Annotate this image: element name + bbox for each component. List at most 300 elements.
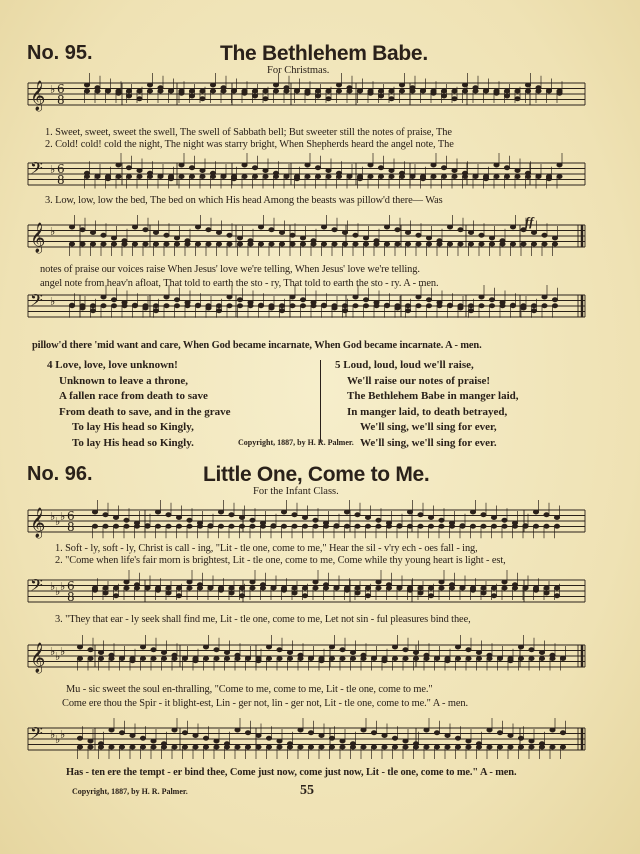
notehead [90, 231, 95, 235]
clef-icon: 𝄢 [30, 575, 43, 599]
notehead [200, 169, 205, 173]
notehead [512, 524, 517, 528]
notehead [494, 175, 499, 179]
flat-icon: ♭ [60, 580, 66, 593]
notehead [560, 731, 565, 735]
notehead [455, 657, 460, 661]
notehead [292, 513, 297, 517]
notehead [290, 242, 295, 246]
notehead [174, 298, 179, 302]
notehead [258, 304, 263, 308]
notehead [145, 586, 150, 590]
notehead [428, 594, 433, 598]
notehead [287, 651, 292, 655]
notehead [224, 745, 229, 749]
notehead [382, 657, 387, 661]
notehead [113, 524, 118, 528]
notehead [195, 225, 200, 229]
notehead [546, 175, 551, 179]
notehead [218, 524, 223, 528]
notehead [389, 89, 394, 93]
stanza-line: 4 Love, love, love unknown! [47, 359, 178, 371]
notehead [476, 745, 481, 749]
notehead [437, 304, 442, 308]
notehead [200, 175, 205, 179]
notehead [153, 309, 158, 313]
notehead [239, 594, 244, 598]
notehead [445, 657, 450, 661]
notehead [539, 657, 544, 661]
notehead [308, 731, 313, 735]
notehead [550, 657, 555, 661]
notehead [193, 734, 198, 738]
lyric-line: pillow'd there 'mid want and care, When God became incarnate, When God became incarnate. A - men. [32, 340, 482, 351]
notehead [502, 580, 507, 584]
clef-icon: 𝄢 [30, 290, 43, 314]
notehead [252, 166, 257, 170]
notehead [266, 645, 271, 649]
notehead [101, 233, 106, 237]
notehead [281, 586, 286, 590]
notehead [395, 304, 400, 308]
notehead [245, 731, 250, 735]
notehead [374, 242, 379, 246]
notehead [539, 745, 544, 749]
notehead [521, 304, 526, 308]
notehead [452, 175, 457, 179]
notehead [407, 524, 412, 528]
notehead [143, 242, 148, 246]
notehead [214, 648, 219, 652]
notehead [69, 304, 74, 308]
notehead [319, 657, 324, 661]
notehead [323, 586, 328, 590]
notehead [365, 524, 370, 528]
notehead [460, 524, 465, 528]
notehead [502, 524, 507, 528]
notehead [245, 745, 250, 749]
notehead [84, 83, 89, 87]
notehead [392, 736, 397, 740]
notehead [426, 236, 431, 240]
notehead [554, 594, 559, 598]
notehead [258, 225, 263, 229]
notehead [462, 175, 467, 179]
notehead [378, 89, 383, 93]
notehead [323, 524, 328, 528]
notehead [424, 728, 429, 732]
notehead [302, 586, 307, 590]
notehead [518, 736, 523, 740]
notehead [479, 295, 484, 299]
notehead [231, 175, 236, 179]
notehead [329, 657, 334, 661]
flat-icon: ♭ [50, 163, 56, 176]
notehead [237, 242, 242, 246]
notehead [273, 83, 278, 87]
notehead [397, 524, 402, 528]
notehead [441, 89, 446, 93]
notehead [153, 304, 158, 308]
notehead [334, 586, 339, 590]
notehead [416, 233, 421, 237]
notehead [334, 524, 339, 528]
flat-icon: ♭ [55, 515, 61, 528]
notehead [105, 89, 110, 93]
notehead [431, 163, 436, 167]
notehead [279, 309, 284, 313]
notehead [277, 648, 282, 652]
notehead [416, 242, 421, 246]
notehead [355, 513, 360, 517]
notehead [193, 657, 198, 661]
notehead [151, 657, 156, 661]
notehead [126, 175, 131, 179]
notehead [92, 524, 97, 528]
notehead [113, 594, 118, 598]
notehead [361, 728, 366, 732]
notehead [260, 586, 265, 590]
notehead [151, 648, 156, 652]
notehead [529, 745, 534, 749]
notehead [281, 524, 286, 528]
notehead [416, 295, 421, 299]
flat-icon: ♭ [50, 580, 56, 593]
notehead [69, 242, 74, 246]
notehead [155, 524, 160, 528]
notehead [455, 736, 460, 740]
notehead [182, 657, 187, 661]
notehead [77, 657, 82, 661]
notehead [382, 734, 387, 738]
notehead [132, 225, 137, 229]
notehead [525, 83, 530, 87]
time-signature: 8 [67, 590, 75, 604]
copyright-notice: Copyright, 1887, by H. R. Palmer. [238, 438, 354, 447]
notehead [418, 524, 423, 528]
notehead [311, 304, 316, 308]
lyric-line: 1. Soft - ly, soft - ly, Christ is call - ing, "Lit - tle one, come to me," Hear the sil - v'ry ech - oes fall - ing, [55, 543, 478, 554]
notehead [470, 586, 475, 590]
notehead [134, 586, 139, 590]
notehead [508, 734, 513, 738]
notehead [216, 231, 221, 235]
notehead [252, 94, 257, 98]
notehead [90, 242, 95, 246]
notehead [447, 242, 452, 246]
notehead [431, 89, 436, 93]
notehead [224, 651, 229, 655]
notehead [504, 175, 509, 179]
notehead [489, 304, 494, 308]
notehead [544, 586, 549, 590]
notehead [470, 524, 475, 528]
notehead [92, 510, 97, 514]
notehead [245, 657, 250, 661]
notehead [80, 304, 85, 308]
notehead [290, 304, 295, 308]
notehead [182, 745, 187, 749]
notehead [151, 745, 156, 749]
notehead [544, 513, 549, 517]
notehead [368, 89, 373, 93]
notehead [403, 657, 408, 661]
notehead [143, 304, 148, 308]
notehead [542, 233, 547, 237]
clef-icon: 𝄢 [30, 723, 43, 747]
notehead [214, 739, 219, 743]
notehead [560, 745, 565, 749]
notehead [189, 89, 194, 93]
notehead [216, 242, 221, 246]
notehead [277, 657, 282, 661]
notehead [203, 657, 208, 661]
notehead [279, 231, 284, 235]
notehead [140, 657, 145, 661]
notehead [242, 163, 247, 167]
notehead [302, 594, 307, 598]
notehead [363, 304, 368, 308]
notehead [468, 304, 473, 308]
notehead [403, 648, 408, 652]
stanza-line: To lay His head so Kingly, [72, 421, 194, 433]
notehead [137, 89, 142, 93]
notehead [132, 242, 137, 246]
notehead [481, 513, 486, 517]
notehead [210, 175, 215, 179]
notehead [252, 89, 257, 93]
notehead [515, 169, 520, 173]
notehead [203, 645, 208, 649]
notehead [109, 745, 114, 749]
notehead [292, 591, 297, 595]
notehead [124, 580, 129, 584]
notehead [300, 298, 305, 302]
notehead [529, 648, 534, 652]
notehead [137, 169, 142, 173]
flat-icon: ♭ [55, 585, 61, 598]
notehead [523, 524, 528, 528]
notehead [403, 739, 408, 743]
notehead [161, 651, 166, 655]
notehead [208, 586, 213, 590]
notehead [147, 83, 152, 87]
notehead [347, 89, 352, 93]
notehead [305, 175, 310, 179]
notehead [382, 745, 387, 749]
notehead [531, 242, 536, 246]
notehead [416, 304, 421, 308]
notehead [300, 242, 305, 246]
notehead [266, 736, 271, 740]
time-signature: 6 [67, 509, 75, 523]
notehead [355, 524, 360, 528]
notehead [189, 94, 194, 98]
notehead [542, 295, 547, 299]
notehead [214, 657, 219, 661]
time-signature: 8 [57, 173, 65, 187]
notehead [502, 518, 507, 522]
notehead [342, 309, 347, 313]
notehead [462, 89, 467, 93]
notehead [552, 236, 557, 240]
notehead [164, 233, 169, 237]
notehead [466, 657, 471, 661]
notehead [122, 304, 127, 308]
notehead [410, 89, 415, 93]
notehead [287, 745, 292, 749]
notehead [350, 657, 355, 661]
notehead [313, 580, 318, 584]
notehead [531, 309, 536, 313]
notehead [158, 175, 163, 179]
notehead [292, 586, 297, 590]
notehead [250, 518, 255, 522]
notehead [389, 169, 394, 173]
notehead [101, 295, 106, 299]
notehead [365, 594, 370, 598]
flat-icon: ♭ [60, 510, 66, 523]
notehead [473, 175, 478, 179]
notehead [239, 524, 244, 528]
notehead [336, 175, 341, 179]
notehead [88, 745, 93, 749]
flat-icon: ♭ [50, 728, 56, 741]
notehead [399, 83, 404, 87]
notehead [557, 175, 562, 179]
notehead [248, 304, 253, 308]
notehead [122, 242, 127, 246]
notehead [103, 513, 108, 517]
notehead [210, 83, 215, 87]
notehead [172, 657, 177, 661]
notehead [428, 586, 433, 590]
notehead [216, 304, 221, 308]
lyric-line: 1. Sweet, sweet, sweet the swell, The swell of Sabbath bell; But sweeter still the notes of praise, The [45, 127, 452, 138]
notehead [368, 175, 373, 179]
notehead [521, 242, 526, 246]
notehead [210, 89, 215, 93]
notehead [315, 175, 320, 179]
time-signature: 8 [67, 520, 75, 534]
notehead [355, 591, 360, 595]
notehead [376, 518, 381, 522]
notehead [185, 242, 190, 246]
notehead [227, 233, 232, 237]
notehead [179, 163, 184, 167]
notehead [69, 225, 74, 229]
notehead [332, 242, 337, 246]
notehead [384, 242, 389, 246]
notehead [200, 89, 205, 93]
clef-icon: 𝄞 [30, 643, 46, 673]
notehead [531, 304, 536, 308]
stanza-line: From death to save, and in the grave [59, 405, 231, 418]
notehead [92, 586, 97, 590]
notehead [386, 586, 391, 590]
notehead [403, 745, 408, 749]
notehead [287, 657, 292, 661]
notehead [458, 304, 463, 308]
notehead [363, 236, 368, 240]
notehead [452, 97, 457, 101]
notehead [308, 745, 313, 749]
notehead [294, 89, 299, 93]
notehead [376, 580, 381, 584]
notehead [479, 242, 484, 246]
notehead [533, 524, 538, 528]
notehead [326, 89, 331, 93]
notehead [130, 745, 135, 749]
lyric-line: Come ere thou the Spir - it blight-est, Lin - ger not, lin - ger not, Lit - tle one, come to me." A - men. [62, 698, 469, 709]
notehead [363, 242, 368, 246]
notehead [497, 731, 502, 735]
notehead [126, 166, 131, 170]
notehead [248, 242, 253, 246]
notehead [420, 175, 425, 179]
notehead [361, 745, 366, 749]
notehead [147, 175, 152, 179]
notehead [386, 524, 391, 528]
notehead [269, 228, 274, 232]
flat-icon: ♭ [50, 83, 56, 96]
notehead [277, 745, 282, 749]
notehead [439, 580, 444, 584]
notehead [494, 89, 499, 93]
notehead [140, 736, 145, 740]
notehead [418, 586, 423, 590]
notehead [353, 233, 358, 237]
notehead [113, 586, 118, 590]
notehead [510, 242, 515, 246]
notehead [218, 510, 223, 514]
hymn-number: No. 96. [27, 463, 93, 485]
notehead [458, 228, 463, 232]
notehead [197, 524, 202, 528]
notehead [424, 745, 429, 749]
notehead [491, 594, 496, 598]
notehead [84, 89, 89, 93]
notehead [168, 175, 173, 179]
notehead [189, 166, 194, 170]
notehead [319, 745, 324, 749]
notehead [134, 524, 139, 528]
hymn-occasion: For Christmas. [267, 65, 330, 76]
notehead [179, 89, 184, 93]
notehead [250, 524, 255, 528]
notehead [542, 242, 547, 246]
notehead [542, 304, 547, 308]
notehead [481, 524, 486, 528]
notehead [235, 657, 240, 661]
notehead [124, 524, 129, 528]
notehead [174, 236, 179, 240]
notehead [311, 242, 316, 246]
notehead [305, 89, 310, 93]
notehead [504, 166, 509, 170]
notehead [418, 513, 423, 517]
notehead [229, 586, 234, 590]
notehead [413, 651, 418, 655]
notehead [502, 586, 507, 590]
stanza-4 [47, 358, 231, 451]
notehead [119, 731, 124, 735]
notehead [284, 175, 289, 179]
time-signature: 6 [67, 579, 75, 593]
notehead [77, 736, 82, 740]
notehead [103, 591, 108, 595]
notehead [392, 645, 397, 649]
